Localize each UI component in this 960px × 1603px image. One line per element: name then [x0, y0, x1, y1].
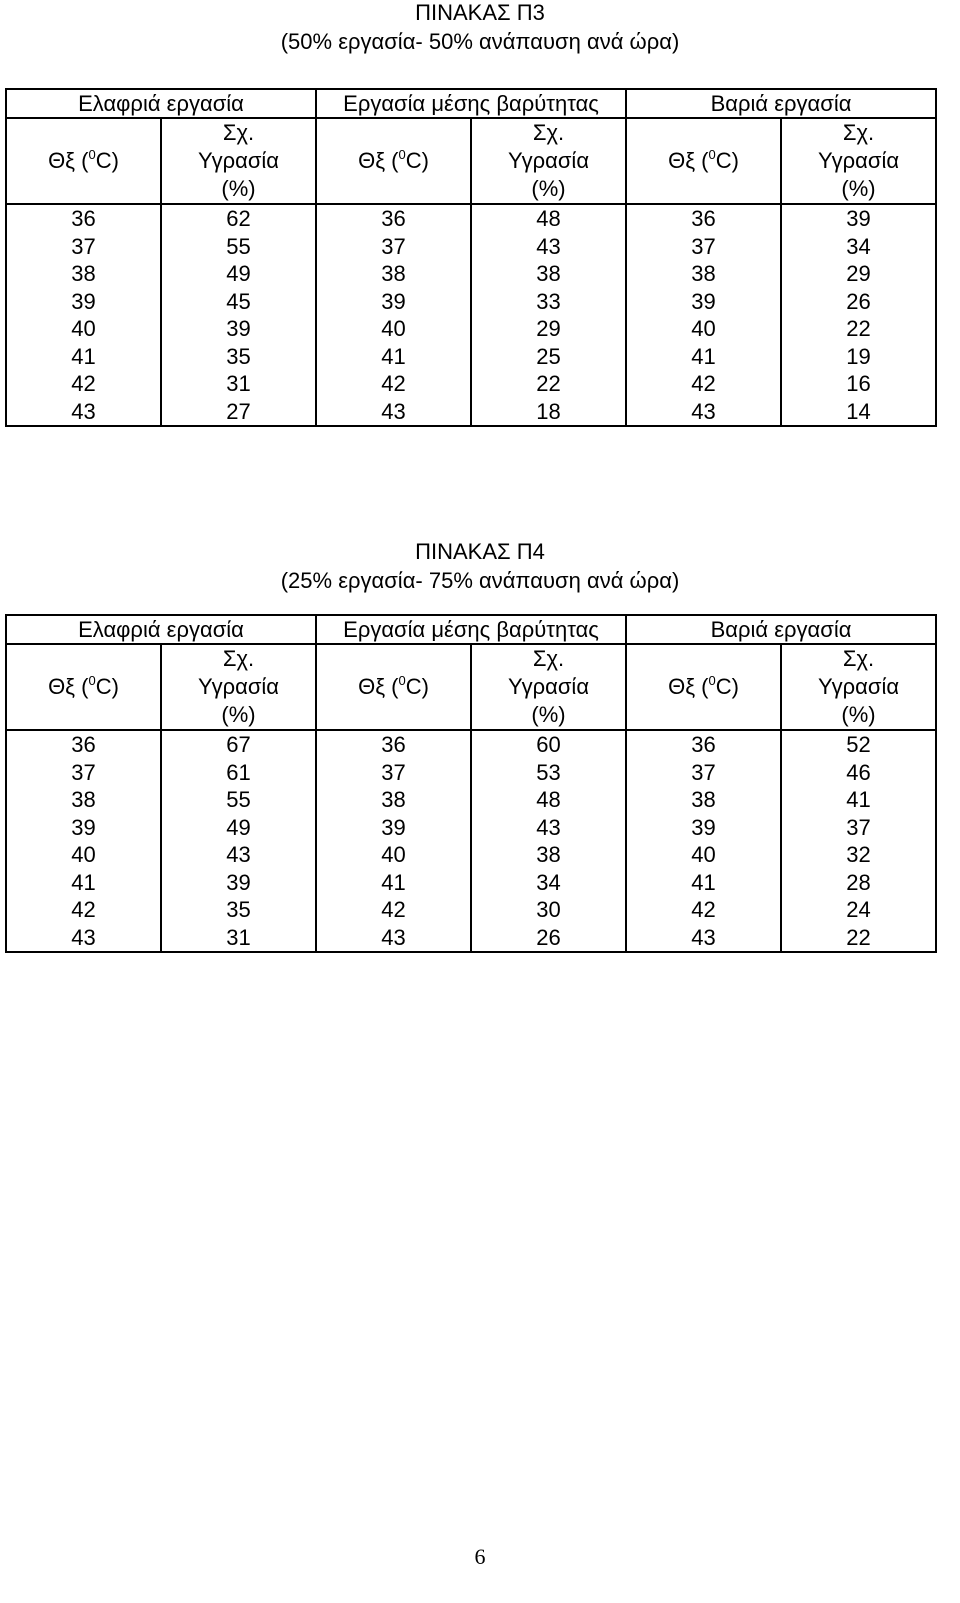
- humidity-cell: 22: [781, 315, 936, 343]
- table-row: [6, 786, 936, 814]
- humidity-header-cell: [471, 644, 626, 730]
- humidity-label-line1: Σχ.: [222, 120, 255, 145]
- humidity-header-cell: [781, 644, 936, 730]
- humidity-cell: 34: [781, 233, 936, 261]
- temperature-label: Θξ (: [48, 148, 89, 173]
- degree-superscript: 0: [88, 673, 96, 688]
- humidity-cell: 31: [161, 370, 316, 398]
- temperature-cell: 41: [6, 343, 161, 371]
- degree-superscript: 0: [398, 147, 406, 162]
- temperature-cell: 39: [316, 288, 471, 316]
- temperature-cell: 37: [6, 233, 161, 261]
- temperature-cell: 36: [316, 730, 471, 759]
- humidity-label-line3: (%): [531, 176, 566, 201]
- temperature-cell: 36: [626, 204, 781, 233]
- group-header-row: [6, 615, 936, 644]
- group-header-cell: Εργασία μέσης βαρύτητας: [316, 89, 626, 118]
- temperature-cell: 38: [316, 260, 471, 288]
- temperature-cell: 42: [626, 370, 781, 398]
- temperature-cell: 42: [316, 370, 471, 398]
- temperature-cell: 38: [626, 786, 781, 814]
- group-header-cell: Ελαφριά εργασία: [6, 89, 316, 118]
- humidity-cell: 29: [471, 315, 626, 343]
- table-row: [6, 398, 936, 427]
- humidity-header-cell: [781, 118, 936, 204]
- column-header-row: [6, 118, 936, 204]
- temperature-header-cell: [6, 644, 161, 730]
- humidity-label-line2: Υγρασία: [508, 148, 590, 173]
- table-p4-title: ΠΙΝΑΚΑΣ Π4: [415, 539, 545, 564]
- humidity-cell: 16: [781, 370, 936, 398]
- temperature-cell: 40: [626, 315, 781, 343]
- temperature-cell: 39: [626, 288, 781, 316]
- humidity-cell: 26: [781, 288, 936, 316]
- degree-superscript: 0: [398, 673, 406, 688]
- humidity-cell: 29: [781, 260, 936, 288]
- humidity-header-cell: [471, 118, 626, 204]
- table-row: [6, 260, 936, 288]
- humidity-label-line3: (%): [221, 176, 256, 201]
- temperature-cell: 40: [626, 841, 781, 869]
- humidity-cell: 37: [781, 814, 936, 842]
- temperature-cell: 40: [6, 841, 161, 869]
- humidity-cell: 30: [471, 896, 626, 924]
- humidity-label-line2: Υγρασία: [818, 674, 900, 699]
- humidity-cell: 39: [781, 204, 936, 233]
- temperature-unit: C): [715, 148, 739, 173]
- humidity-cell: 26: [471, 924, 626, 953]
- temperature-cell: 43: [626, 924, 781, 953]
- table-row: [6, 924, 936, 953]
- table-row: [6, 841, 936, 869]
- humidity-label-line2: Υγρασία: [197, 148, 280, 173]
- group-header-cell: Βαριά εργασία: [626, 89, 936, 118]
- temperature-cell: 36: [316, 204, 471, 233]
- temperature-cell: 43: [626, 398, 781, 427]
- group-header-cell: Βαριά εργασία: [626, 615, 936, 644]
- temperature-cell: 38: [626, 260, 781, 288]
- humidity-cell: 22: [781, 924, 936, 953]
- temperature-cell: 41: [626, 869, 781, 897]
- humidity-cell: 49: [161, 814, 316, 842]
- table-p3-title-block: [0, 0, 960, 56]
- temperature-cell: 39: [6, 288, 161, 316]
- humidity-cell: 31: [161, 924, 316, 953]
- humidity-cell: 45: [161, 288, 316, 316]
- temperature-cell: 39: [6, 814, 161, 842]
- humidity-cell: 49: [161, 260, 316, 288]
- temperature-cell: 42: [6, 370, 161, 398]
- table-p3-title: ΠΙΝΑΚΑΣ Π3: [415, 0, 545, 25]
- table-row: [6, 288, 936, 316]
- humidity-cell: 22: [471, 370, 626, 398]
- group-header-cell: Εργασία μέσης βαρύτητας: [316, 615, 626, 644]
- humidity-cell: 48: [471, 786, 626, 814]
- temperature-cell: 37: [626, 759, 781, 787]
- temperature-cell: 36: [6, 730, 161, 759]
- temperature-unit: C): [715, 674, 739, 699]
- humidity-label-line1: Σχ.: [532, 646, 565, 671]
- table-p4-subtitle: (25% εργασία- 75% ανάπαυση ανά ώρα): [280, 568, 680, 593]
- table-row: [6, 315, 936, 343]
- temperature-cell: 37: [316, 233, 471, 261]
- humidity-label-line3: (%): [841, 702, 876, 727]
- humidity-cell: 60: [471, 730, 626, 759]
- temperature-label: Θξ (: [668, 674, 709, 699]
- temperature-cell: 37: [6, 759, 161, 787]
- humidity-cell: 25: [471, 343, 626, 371]
- group-header-row: [6, 89, 936, 118]
- humidity-cell: 55: [161, 233, 316, 261]
- temperature-cell: 36: [6, 204, 161, 233]
- humidity-cell: 39: [161, 315, 316, 343]
- table-row: [6, 730, 936, 759]
- temperature-cell: 43: [316, 924, 471, 953]
- temperature-cell: 39: [626, 814, 781, 842]
- humidity-label-line1: Σχ.: [222, 646, 255, 671]
- table-row: [6, 759, 936, 787]
- humidity-cell: 14: [781, 398, 936, 427]
- page-number: 6: [474, 1544, 486, 1569]
- humidity-cell: 24: [781, 896, 936, 924]
- degree-superscript: 0: [708, 147, 716, 162]
- humidity-label-line3: (%): [531, 702, 566, 727]
- humidity-cell: 67: [161, 730, 316, 759]
- temperature-header-cell: [6, 118, 161, 204]
- humidity-label-line3: (%): [221, 702, 256, 727]
- table-row: [6, 343, 936, 371]
- humidity-header-cell: [161, 118, 316, 204]
- temperature-header-cell: [316, 118, 471, 204]
- humidity-cell: 28: [781, 869, 936, 897]
- humidity-cell: 38: [471, 260, 626, 288]
- humidity-header-cell: [161, 644, 316, 730]
- temperature-cell: 41: [626, 343, 781, 371]
- humidity-label-line2: Υγρασία: [197, 674, 280, 699]
- temperature-cell: 41: [316, 869, 471, 897]
- humidity-label-line1: Σχ.: [532, 120, 565, 145]
- humidity-label-line3: (%): [841, 176, 876, 201]
- humidity-cell: 61: [161, 759, 316, 787]
- temperature-cell: 42: [316, 896, 471, 924]
- humidity-cell: 34: [471, 869, 626, 897]
- temperature-header-cell: [316, 644, 471, 730]
- humidity-cell: 48: [471, 204, 626, 233]
- table-row: [6, 204, 936, 233]
- humidity-cell: 43: [471, 814, 626, 842]
- table-row: [6, 869, 936, 897]
- temperature-cell: 38: [6, 260, 161, 288]
- temperature-cell: 40: [316, 315, 471, 343]
- humidity-label-line2: Υγρασία: [508, 674, 590, 699]
- humidity-cell: 43: [161, 841, 316, 869]
- temperature-cell: 42: [626, 896, 781, 924]
- table-row: [6, 896, 936, 924]
- humidity-cell: 52: [781, 730, 936, 759]
- temperature-cell: 41: [6, 869, 161, 897]
- humidity-cell: 32: [781, 841, 936, 869]
- humidity-cell: 62: [161, 204, 316, 233]
- degree-superscript: 0: [88, 147, 96, 162]
- temperature-cell: 43: [6, 924, 161, 953]
- temperature-cell: 37: [626, 233, 781, 261]
- humidity-cell: 33: [471, 288, 626, 316]
- humidity-cell: 27: [161, 398, 316, 427]
- table-p3: [5, 88, 937, 427]
- humidity-label-line1: Σχ.: [842, 120, 875, 145]
- temperature-unit: C): [405, 674, 429, 699]
- temperature-label: Θξ (: [48, 674, 89, 699]
- table-p4-title-block: [0, 537, 960, 595]
- table-p4: [5, 614, 937, 953]
- temperature-header-cell: [626, 644, 781, 730]
- temperature-cell: 43: [316, 398, 471, 427]
- humidity-cell: 41: [781, 786, 936, 814]
- temperature-label: Θξ (: [668, 148, 709, 173]
- temperature-unit: C): [95, 674, 119, 699]
- table-p3-subtitle: (50% εργασία- 50% ανάπαυση ανά ώρα): [280, 29, 680, 54]
- temperature-cell: 38: [6, 786, 161, 814]
- table-row: [6, 370, 936, 398]
- humidity-cell: 19: [781, 343, 936, 371]
- humidity-cell: 53: [471, 759, 626, 787]
- table-row: [6, 233, 936, 261]
- temperature-cell: 39: [316, 814, 471, 842]
- temperature-cell: 41: [316, 343, 471, 371]
- group-header-cell: Ελαφριά εργασία: [6, 615, 316, 644]
- temperature-header-cell: [626, 118, 781, 204]
- temperature-unit: C): [95, 148, 119, 173]
- degree-superscript: 0: [708, 673, 716, 688]
- temperature-label: Θξ (: [358, 674, 399, 699]
- humidity-cell: 39: [161, 869, 316, 897]
- humidity-cell: 43: [471, 233, 626, 261]
- humidity-cell: 35: [161, 896, 316, 924]
- table-row: [6, 814, 936, 842]
- temperature-label: Θξ (: [358, 148, 399, 173]
- temperature-cell: 42: [6, 896, 161, 924]
- temperature-cell: 36: [626, 730, 781, 759]
- temperature-cell: 38: [316, 786, 471, 814]
- temperature-cell: 43: [6, 398, 161, 427]
- humidity-label-line2: Υγρασία: [818, 148, 900, 173]
- humidity-cell: 18: [471, 398, 626, 427]
- temperature-cell: 40: [316, 841, 471, 869]
- temperature-cell: 40: [6, 315, 161, 343]
- humidity-cell: 35: [161, 343, 316, 371]
- humidity-cell: 55: [161, 786, 316, 814]
- temperature-unit: C): [405, 148, 429, 173]
- column-header-row: [6, 644, 936, 730]
- humidity-cell: 38: [471, 841, 626, 869]
- temperature-cell: 37: [316, 759, 471, 787]
- humidity-cell: 46: [781, 759, 936, 787]
- humidity-label-line1: Σχ.: [842, 646, 875, 671]
